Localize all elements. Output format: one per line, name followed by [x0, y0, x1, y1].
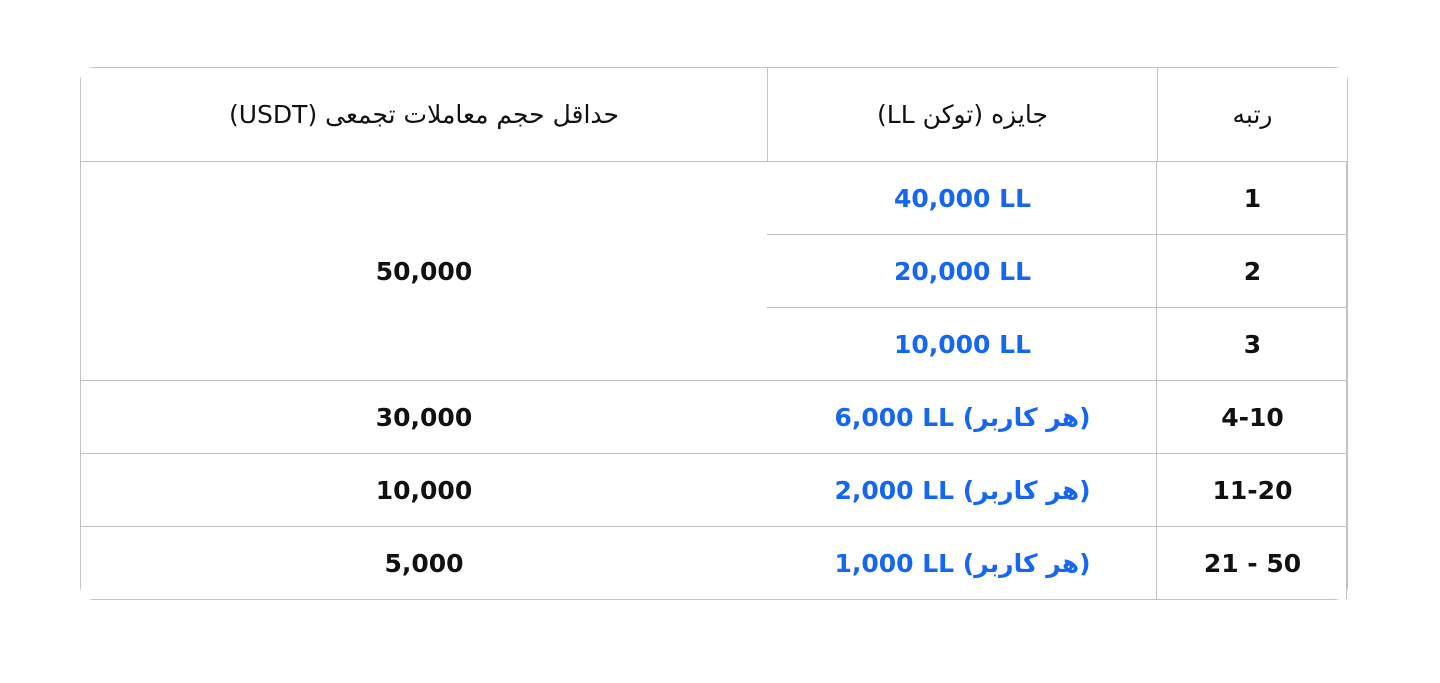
table-row: [81, 162, 1347, 235]
prize-column-header: جایزه (توکن LL): [767, 68, 1157, 162]
volume-column-header: حداقل حجم معاملات تجمعی (USDT): [81, 68, 767, 162]
table-row: [81, 527, 1347, 599]
rewards-table-container: [80, 67, 1348, 600]
rank-cell: 3: [1157, 308, 1347, 381]
volume-cell: 5,000: [81, 527, 767, 599]
prize-cell: 6,000 LL (هر کاربر): [767, 381, 1157, 454]
volume-cell: 10,000: [81, 454, 767, 527]
prize-cell: 10,000 LL: [767, 308, 1157, 381]
prize-cell: 40,000 LL: [767, 162, 1157, 235]
rank-cell: 2: [1157, 235, 1347, 308]
volume-cell: 30,000: [81, 381, 767, 454]
rank-cell: 21 - 50: [1157, 527, 1347, 599]
volume-cell-merged: 50,000: [81, 162, 767, 381]
leaderboard-rewards-table: [80, 67, 1348, 600]
rank-cell: 11-20: [1157, 454, 1347, 527]
header-row: [81, 68, 1347, 162]
table-row: [81, 454, 1347, 527]
rank-cell: 1: [1157, 162, 1347, 235]
prize-cell: 20,000 LL: [767, 235, 1157, 308]
table-row: [81, 381, 1347, 454]
rank-cell: 4-10: [1157, 381, 1347, 454]
prize-cell: 1,000 LL (هر کاربر): [767, 527, 1157, 599]
prize-cell: 2,000 LL (هر کاربر): [767, 454, 1157, 527]
rank-column-header: رتبه: [1157, 68, 1347, 162]
